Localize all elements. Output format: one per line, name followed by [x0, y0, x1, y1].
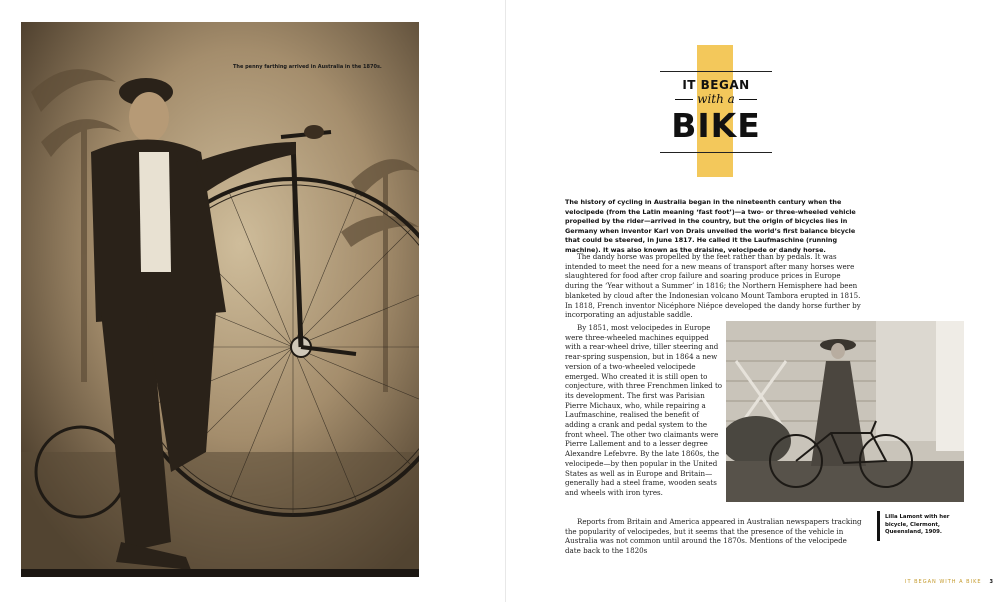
caption-marker — [877, 511, 880, 541]
page-footer — [905, 579, 993, 585]
lilla-lamont-photo — [726, 321, 964, 502]
photo-caption-lilla-lamont: Lilla Lamont with her bicycle, Clermont, Queensland, 1909. — [885, 514, 950, 536]
article-intro: The history of cycling in Australia began in the nineteenth century when the velocipede (from the Latin meaning ‘fast foot’)—a two- or three-wheeled vehicle propelled by the rider—arrived in the country, but the origin of bicycles lies in Germany when inventor Karl von Drais unveiled the world’s first balance bicycle that could be steered, in June 1817. He called it the Laufmaschine (running machine). It was also known as the draisine, velocipede or dandy horse. — [565, 198, 856, 254]
title-line-1: IT BEGAN — [682, 78, 750, 92]
article-paragraph-2: By 1851, most velocipedes in Europe were three-wheeled machines equipped with a rear-wheel drive, tiller steering and rear-spring suspension, but in 1864 a new version of a two-wheeled velocipede emerged. Who created it is still open to conjecture, with three Frenchmen linked to its development. The first was Parisian Pierre Michaux, who, while repairing a Laufmaschine, realised the benefit of adding a crank and pedal system to the front wheel. The other two claimants were Pierre Lallement and to a lesser degree Alexandre Lefebvre. By the late 1860s, the velocipede—by then popular in the United States as well as in Europe and Britain—generally had a steel frame, wooden seats and wheels with iron tyres. — [565, 323, 723, 497]
page-gutter — [505, 0, 506, 602]
page-number: 3 — [989, 579, 993, 585]
title-dash-right — [739, 99, 757, 100]
photo-caption-penny-farthing: The penny farthing arrived in Australia in the 1870s. — [233, 64, 382, 70]
title-line-3: BIKE — [671, 106, 761, 145]
woman-with-bicycle-illustration — [726, 321, 964, 502]
title-rule-bottom — [660, 152, 772, 153]
title-rule-top — [660, 71, 772, 72]
article-paragraph-1: The dandy horse was propelled by the feet rather than by pedals. It was intended to meet the need for a new means of transport after many horses were slaughtered for food after crop failure and soaring produce prices in Europe during the ‘Year without a Summer’ in 1816; the Northern Hemisphere had been blanketed by cloud after the Indonesian volcano Mount Tambora erupted in 1815. In 1818, French inventor Nicéphore Niépce developed the dandy horse further by incorporating an adjustable saddle. — [565, 252, 861, 320]
penny-farthing-photo — [21, 22, 419, 577]
penny-farthing-illustration — [21, 22, 419, 577]
title-dash-left — [675, 99, 693, 100]
chapter-title — [660, 45, 772, 177]
running-title: IT BEGAN WITH A BIKE — [905, 579, 982, 585]
article-paragraph-3: Reports from Britain and America appeared in Australian newspapers tracking the popularity of velocipedes, but it seems that the presence of the vehicle in Australia was not common until around the 1870s. Mentions of the velocipede date back to the 1820s — [565, 517, 862, 556]
title-line-2: with a — [697, 92, 735, 106]
title-line-2-wrap — [660, 92, 772, 106]
